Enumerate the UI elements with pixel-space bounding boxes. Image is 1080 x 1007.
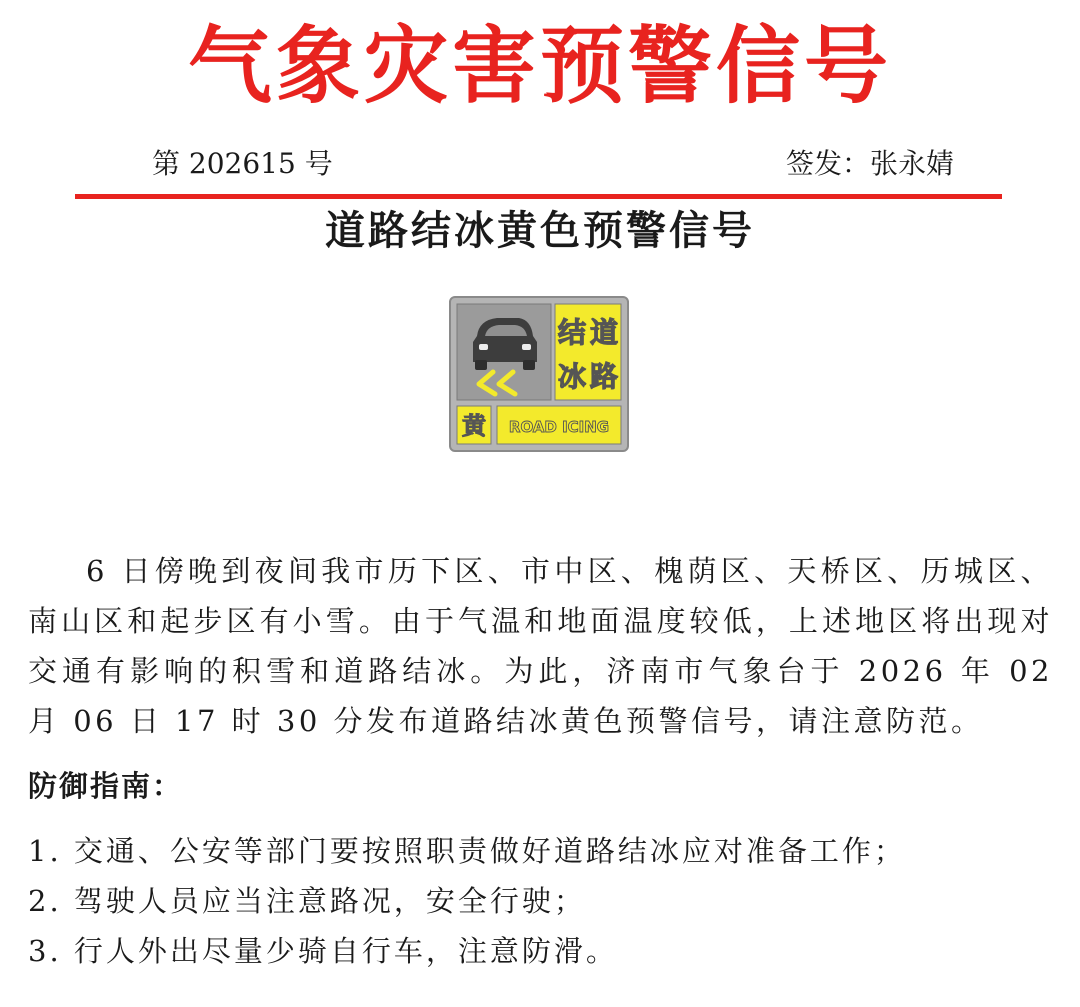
road-icing-yellow-warning-icon [449, 296, 629, 452]
list-item: 2. 驾驶人员应当注意路况，安全行驶； [28, 884, 586, 918]
body-text [28, 546, 1053, 746]
list-item: 1. 交通、公安等部门要按照职责做好道路结冰应对准备工作； [28, 834, 906, 868]
icon-char: 路 [589, 360, 619, 393]
icon-english-label: ROAD ICING [508, 418, 610, 436]
issue-number: 第 202615 号 [152, 147, 333, 180]
list-item: 3. 行人外出尽量少骑自行车，注意防滑。 [28, 934, 618, 968]
header-title: 气象灾害预警信号 [187, 17, 892, 115]
guide-title: 防御指南： [28, 769, 184, 803]
signer: 签发：张永婧 [785, 147, 954, 180]
guide-list [28, 826, 906, 976]
icon-char: 结 [557, 316, 587, 349]
signal-title: 道路结冰黄色预警信号 [325, 207, 755, 254]
icon-level-char: 黄 [462, 412, 486, 440]
icon-char: 道 [589, 316, 619, 349]
icon-char: 冰 [557, 360, 587, 393]
warning-paragraph: 6 日傍晚到夜间我市历下区、市中区、槐荫区、天桥区、历城区、南山区和起步区有小雪。由于气温和地面温度较低，上述地区将出现对交通有影响的积雪和道路结冰。为此，济南市气象台于 2026 年 02 月 06 日 17 时 30 分发布道路结冰黄色预警信号，请注意防范。 [28, 554, 1053, 738]
red-divider [75, 194, 1002, 199]
